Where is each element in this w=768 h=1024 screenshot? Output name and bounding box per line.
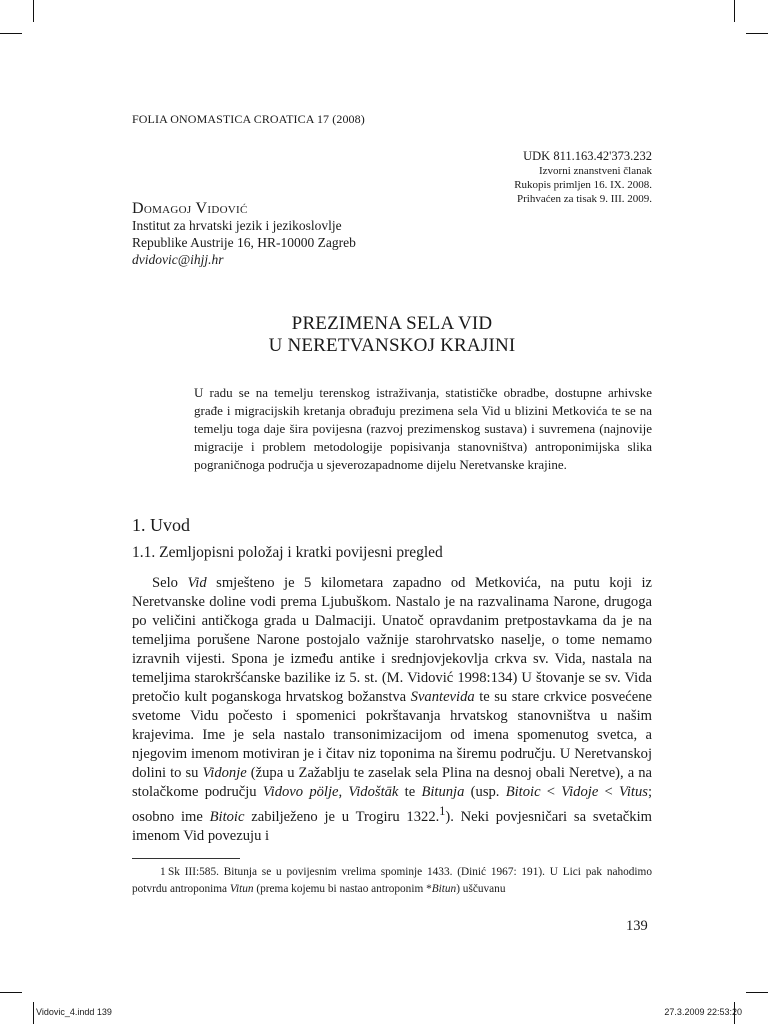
author-email: dvidovic@ihjj.hr <box>132 252 224 267</box>
name-form: Vidoje <box>561 784 599 800</box>
crop-mark <box>0 992 22 993</box>
footnote-divider <box>132 858 240 859</box>
title-line-1: PREZIMENA SELA VID <box>291 313 493 334</box>
section-heading: 1. Uvod <box>132 515 190 535</box>
crop-mark <box>33 1002 34 1024</box>
name-form: Bitoic <box>505 784 541 800</box>
text-run: < <box>540 784 562 800</box>
text-run: te <box>398 784 422 800</box>
toponym: Vidonje <box>202 765 247 781</box>
text-run: zabilježeno je u Trogiru 1322. <box>244 808 440 825</box>
footnote-number: 1 <box>160 866 166 878</box>
footnote <box>132 864 652 898</box>
deity-name: Svantevida <box>410 689 475 705</box>
name-form: Bitoic <box>209 808 245 825</box>
crop-mark <box>0 33 22 34</box>
body-paragraph <box>132 574 652 846</box>
text-run: (župa u Zažablju te zaselak sela Plina na desnoj obali Neretve), a na stolačkome području <box>132 765 652 800</box>
body-text <box>132 574 652 846</box>
author-institution: Institut za hrvatski jezik i jezikoslovlje <box>132 218 342 233</box>
name-form: Bitun <box>431 883 457 895</box>
text-run: , <box>338 784 349 800</box>
author-block <box>132 200 356 268</box>
text-run: ) uščuvanu <box>456 883 506 895</box>
abstract-text: U radu se na temelju terenskog istraživanja, statističke obradbe, dostupne arhivske građe i migracijskih kretanja obrađuju prezimena sela Vid u blizini Metkovića te se na temelju toga daje šira povijesna (razvoj prezimenskog sustava) i suvremena (najnovije migracije i problem metodologije popisivanja stanovništva) antroponimijska slika pograničnoga područja u sjeverozapadnome dijelu Neretvanske krajine. <box>194 385 652 472</box>
accepted-date: Prihvaćen za tisak 9. III. 2009. <box>516 193 652 205</box>
journal-header: FOLIA ONOMASTICA CROATICA 17 (2008) <box>132 112 365 126</box>
slug-file: Vidovic_4.indd 139 <box>36 1007 112 1017</box>
article-meta <box>514 148 652 206</box>
author-address: Republike Austrije 16, HR-10000 Zagreb <box>132 235 356 250</box>
toponym: Vid <box>187 575 207 591</box>
text-run: ). Neki povjesničari sa svetačkim imenom Vid povezuju i <box>132 808 652 844</box>
text-run: (usp. <box>464 784 506 800</box>
article-title <box>132 313 652 357</box>
crop-mark <box>746 992 768 993</box>
text-run: ; osobno ime <box>132 784 652 825</box>
text-run: Sk III:585. Bitunja se u povijesnim vrelima spominje 1433. (Dinić 1967: 191). U Lici pak nahodimo potvrdu antroponima <box>132 866 652 895</box>
text-run: smješteno je 5 kilometara zapadno od Metkovića, na putu koji iz Neretvanske doline vodi prema Ljubuškom. Nastalo je na razvalinama Narone, drugoga po veličini antičkoga grada u Dalmaciji. Unatoč opravdanim pretpostavkama da je na temeljima porušene Narone postojalo važnije starohrvatsko naselje, o tome nemamo izravnih vijesti. Spona je između antike i srednjovjekovlja crkva sv. Vida, nastala na temeljima starokršćanske bazilike iz 5. st. (M. Vidović 1998:134) U štovanje se sv. Vida pretočio kult poganskoga hrvatskog božanstva <box>132 575 652 705</box>
name-form: Vitun <box>229 883 254 895</box>
crop-mark <box>33 0 34 22</box>
subsection-heading: 1.1. Zemljopisni položaj i kratki povijesni pregled <box>132 544 443 561</box>
slug-datetime: 27.3.2009 22:53:20 <box>664 1007 742 1017</box>
author-name: Domagoj Vidović <box>132 200 248 217</box>
toponym: Vidovo pölje <box>262 784 339 800</box>
footnote-reference[interactable]: 1 <box>439 804 446 818</box>
footnote-text <box>132 864 652 898</box>
abstract <box>194 384 652 474</box>
article-type: Izvorni znanstveni članak <box>538 165 652 177</box>
crop-mark <box>746 33 768 34</box>
text-run: te su stare crkvice posvećene svetome Vidu počesto i spomenici pokrštavanja hrvatskog stanovništva u našim krajevima. Ime je sela nastalo transonimizacijom od imena spomenutog svetca, a njegovim imenom motiviran je i čitav niz toponima na širemu području. U Neretvanskoj dolini to su <box>132 689 652 781</box>
text-run: (prema kojemu bi nastao antroponim * <box>253 883 432 895</box>
toponym: Vidoštāk <box>348 784 399 800</box>
title-line-2: U NERETVANSKOJ KRAJINI <box>268 335 516 356</box>
udk-code: UDK 811.163.42'373.232 <box>523 149 652 163</box>
text-run: < <box>598 784 620 800</box>
received-date: Rukopis primljen 16. IX. 2008. <box>514 179 652 191</box>
name-form: Vitus <box>619 784 648 800</box>
toponym: Bitunja <box>421 784 465 800</box>
page-number: 139 <box>626 918 648 934</box>
text-run: Selo <box>152 575 188 591</box>
crop-mark <box>734 0 735 22</box>
